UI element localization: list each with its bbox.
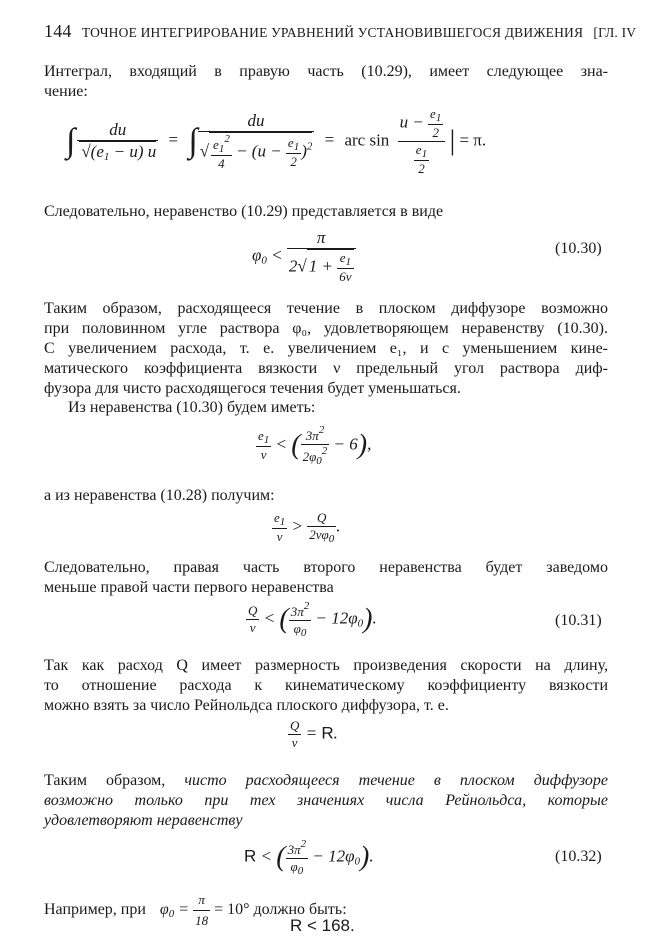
paragraph-8-line-1 [44,771,608,791]
equation-10-30: $\varphi_0$ < π 2√ 1 + $\frac{e_1}{6\nu}$ [252,228,356,285]
paragraph-8-italic: чисто расходящееся течение в плоском диффузоре [184,772,608,789]
arcsin-label: arc sin [344,130,390,150]
paragraph-6-line-2: меньше правой части первого неравенства [44,579,334,596]
paragraph-9-prefix: Например, при [44,901,146,919]
paragraph-3-line-1: Таким образом, расходящееся течение в плоском диффузоре возможно [44,300,608,317]
equation-10-31: $\frac{Q}{\nu}$ < ( $\frac{3\pi^2}{\varphi_0}$ − $12\varphi_0$). [248,600,377,639]
paragraph-3-line-3: С увеличением расхода, т. е. увеличением e₁, и с уменьшением кине- [44,340,608,357]
paragraph-8-line-2: возможно только при тех значениях числа Рейнольдса, которые [44,792,608,809]
paragraph-7-line-2: то отношение расхода к кинематическому коэффициенту вязкости [44,677,608,694]
chapter-marker: [ГЛ. IV [593,25,637,40]
equation-number-10-32: (10.32) [555,848,602,865]
angle-value: = 10° [214,901,250,919]
final-result: R < 168. [290,916,355,935]
paragraph-2: Следовательно, неравенство (10.29) представляется в виде [44,203,444,220]
paragraph-1-line-2: чение: [44,83,88,100]
equation-number-10-31: (10.31) [555,612,602,629]
paragraph-8-line-3: удовлетворяют неравенству [44,812,243,829]
inequality-reynolds-lower: $\frac{e_1}{\nu}$ > $\frac{Q}{2\nu\varphi_0}$ . [274,510,341,545]
paragraph-8-prefix: Таким образом, [44,772,166,789]
page-number: 144 [44,21,72,41]
paragraph-9: Например, при $\varphi_0$ = $\frac{\pi}{18}$ = 10° должно быть: [44,892,347,928]
reynolds-definition: $\frac{Q}{\nu}$ = R. [290,718,338,750]
paragraph-6-line-1: Следовательно, правая часть второго неравенства будет заведомо [44,559,608,576]
integral-equation: ∫ $\frac{du}{√(e_1 - u) u}$ = ∫ du √ $\frac{e_1^2}{4}$ − (u − $\frac{e_1}{2}$ )$^2$ = arc sin u − $\frac{e_1}{2}$ $\frac{e_1}{2}$ | = π. [66,106,487,176]
paragraph-1-line-1: Интеграл, входящий в правую часть (10.29), имеет следующее зна- [44,63,608,80]
equation-number-10-30: (10.30) [555,240,602,257]
paragraph-3-line-5: фузора для чисто расходящегося течения будет уменьшаться. [44,380,461,397]
paragraph-3-line-2: при половинном угле раствора φ₀, удовлетворяющем неравенству (10.30). [44,320,608,337]
paragraph-3-line-4: матического коэффициента вязкости ν предельный угол раствора диф- [44,360,608,377]
equation-10-32: R < ( $\frac{3\pi^2}{\varphi_0}$ − $12\varphi_0$). [244,838,374,877]
page-header [44,21,636,43]
integral-result: = π. [459,130,487,150]
paragraph-4: Из неравенства (10.30) будем иметь: [68,399,316,416]
paragraph-5: а из неравенства (10.28) получим: [44,487,275,504]
inequality-reynolds-upper: $\frac{e_1}{\nu}$ < ( $\frac{3\pi^2}{2\varphi_0^2}$ − 6), [258,424,372,467]
running-title: ТОЧНОЕ ИНТЕГРИРОВАНИЕ УРАВНЕНИЙ УСТАНОВИВШЕГОСЯ ДВИЖЕНИЯ [81,25,584,40]
paragraph-7-line-1: Так как расход Q имеет размерность произведения скорости на длину, [44,657,608,674]
paragraph-9-suffix: должно быть: [253,901,347,919]
paragraph-7-line-3: можно взять за число Рейнольдса плоского диффузора, т. е. [44,697,449,714]
